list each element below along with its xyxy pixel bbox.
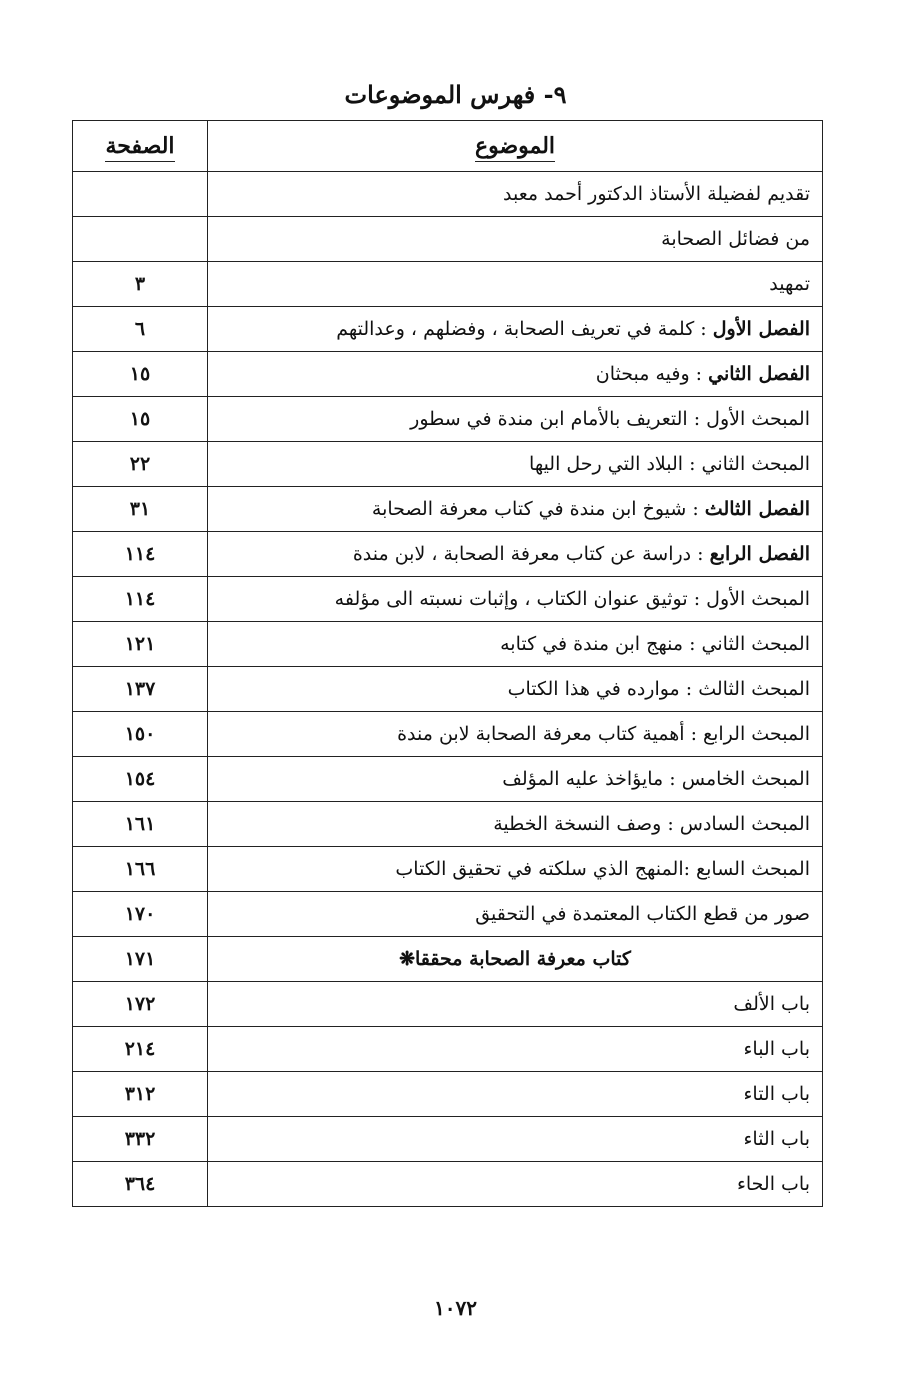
topic-text: : دراسة عن كتاب معرفة الصحابة ، لابن مندة xyxy=(352,543,710,565)
topic-cell xyxy=(208,712,823,757)
topic-cell xyxy=(208,1072,823,1117)
chapter-label: الفصل الأول xyxy=(712,318,810,340)
table-row xyxy=(73,352,823,397)
topic-cell xyxy=(208,847,823,892)
page-cell: ٣١ xyxy=(73,487,208,532)
topic-text: المبحث الثاني : البلاد التي رحل اليها xyxy=(529,453,810,475)
table-row xyxy=(73,712,823,757)
page-cell: ٢٢ xyxy=(73,442,208,487)
topic-cell xyxy=(208,397,823,442)
table-row xyxy=(73,892,823,937)
table-row xyxy=(73,622,823,667)
topic-text: : شيوخ ابن مندة في كتاب معرفة الصحابة xyxy=(371,498,705,520)
topic-cell xyxy=(208,217,823,262)
table-row xyxy=(73,487,823,532)
table-row xyxy=(73,1027,823,1072)
topic-text: باب الألف xyxy=(733,993,810,1015)
topic-text: المبحث الثاني : منهج ابن مندة في كتابه xyxy=(500,633,810,655)
page-cell: ٣١٢ xyxy=(73,1072,208,1117)
topic-cell xyxy=(208,667,823,712)
topic-cell xyxy=(208,1117,823,1162)
page-cell: ١٧١ xyxy=(73,937,208,982)
topic-cell xyxy=(208,802,823,847)
topic-cell xyxy=(208,982,823,1027)
page-number: ١٠٧٢ xyxy=(434,1296,477,1320)
page-cell: ١٧٢ xyxy=(73,982,208,1027)
topic-cell xyxy=(208,307,823,352)
topic-text: باب الباء xyxy=(743,1038,810,1060)
contents-table xyxy=(72,120,823,1207)
page-cell xyxy=(73,172,208,217)
table-row xyxy=(73,577,823,622)
table-row xyxy=(73,1072,823,1117)
table-row xyxy=(73,262,823,307)
table-row xyxy=(73,1117,823,1162)
topic-cell xyxy=(208,442,823,487)
topic-text: المبحث الأول : توثيق عنوان الكتاب ، وإثبات نسبته الى مؤلفه xyxy=(334,588,810,610)
page-cell: ١٥٤ xyxy=(73,757,208,802)
page-cell: ١٢١ xyxy=(73,622,208,667)
table-row xyxy=(73,757,823,802)
topic-cell xyxy=(208,757,823,802)
page-title: ٩- فهرس الموضوعات xyxy=(344,80,567,109)
topic-text: باب التاء xyxy=(743,1083,810,1105)
table-row xyxy=(73,1162,823,1207)
page-cell: ١٥ xyxy=(73,397,208,442)
topic-cell xyxy=(208,622,823,667)
table-header-row xyxy=(73,121,823,172)
chapter-label: الفصل الثالث xyxy=(704,498,810,520)
topic-text: من فضائل الصحابة xyxy=(661,228,810,250)
topic-text: المبحث الخامس : مايؤاخذ عليه المؤلف xyxy=(502,768,810,790)
topic-text: المبحث الثالث : موارده في هذا الكتاب xyxy=(507,678,810,700)
topic-text: تمهيد xyxy=(769,273,810,295)
topic-text: : كلمة في تعريف الصحابة ، وفضلهم ، وعدالتهم xyxy=(336,318,713,340)
page-cell: ١٣٧ xyxy=(73,667,208,712)
table-row xyxy=(73,172,823,217)
table-row xyxy=(73,847,823,892)
table-row xyxy=(73,802,823,847)
topic-cell xyxy=(208,352,823,397)
table-row xyxy=(73,937,823,982)
page-column-header: الصفحة xyxy=(73,121,208,172)
page-cell: ١١٤ xyxy=(73,577,208,622)
topic-cell xyxy=(208,892,823,937)
topic-text: كتاب معرفة الصحابة محققا❋ xyxy=(399,948,631,970)
table-row xyxy=(73,667,823,712)
topic-column-header: الموضوع xyxy=(208,121,823,172)
topic-cell xyxy=(208,262,823,307)
topic-cell xyxy=(208,172,823,217)
table-row xyxy=(73,532,823,577)
page-cell: ٣٦٤ xyxy=(73,1162,208,1207)
topic-text: المبحث السابع :المنهج الذي سلكته في تحقيق الكتاب xyxy=(395,858,810,880)
topic-text: تقديم لفضيلة الأستاذ الدكتور أحمد معبد xyxy=(503,183,810,205)
page-cell: ١٦٦ xyxy=(73,847,208,892)
topic-text: باب الثاء xyxy=(743,1128,810,1150)
table-row xyxy=(73,982,823,1027)
topic-text: : وفيه مبحثان xyxy=(595,363,709,385)
page-cell: ١٧٠ xyxy=(73,892,208,937)
page-cell: ١١٤ xyxy=(73,532,208,577)
chapter-label: الفصل الثاني xyxy=(708,363,810,385)
page-cell: ٢١٤ xyxy=(73,1027,208,1072)
chapter-label: الفصل الرابع xyxy=(709,543,810,565)
topic-text: المبحث الرابع : أهمية كتاب معرفة الصحابة لابن مندة xyxy=(397,723,810,745)
topic-cell xyxy=(208,487,823,532)
page-cell: ١٦١ xyxy=(73,802,208,847)
page-cell: ٣ xyxy=(73,262,208,307)
topic-text: المبحث السادس : وصف النسخة الخطية xyxy=(493,813,810,835)
page-cell xyxy=(73,217,208,262)
topic-cell xyxy=(208,532,823,577)
page-cell: ٦ xyxy=(73,307,208,352)
table-row xyxy=(73,397,823,442)
page-cell: ٣٣٢ xyxy=(73,1117,208,1162)
table-row xyxy=(73,217,823,262)
topic-cell xyxy=(208,1162,823,1207)
topic-cell xyxy=(208,937,823,982)
topic-cell xyxy=(208,1027,823,1072)
topic-text: باب الحاء xyxy=(736,1173,810,1195)
table-row xyxy=(73,307,823,352)
table-row xyxy=(73,442,823,487)
page-cell: ١٥٠ xyxy=(73,712,208,757)
topic-text: المبحث الأول : التعريف بالأمام ابن مندة في سطور xyxy=(410,408,810,430)
topic-cell xyxy=(208,577,823,622)
page-cell: ١٥ xyxy=(73,352,208,397)
topic-text: صور من قطع الكتاب المعتمدة في التحقيق xyxy=(475,903,810,925)
